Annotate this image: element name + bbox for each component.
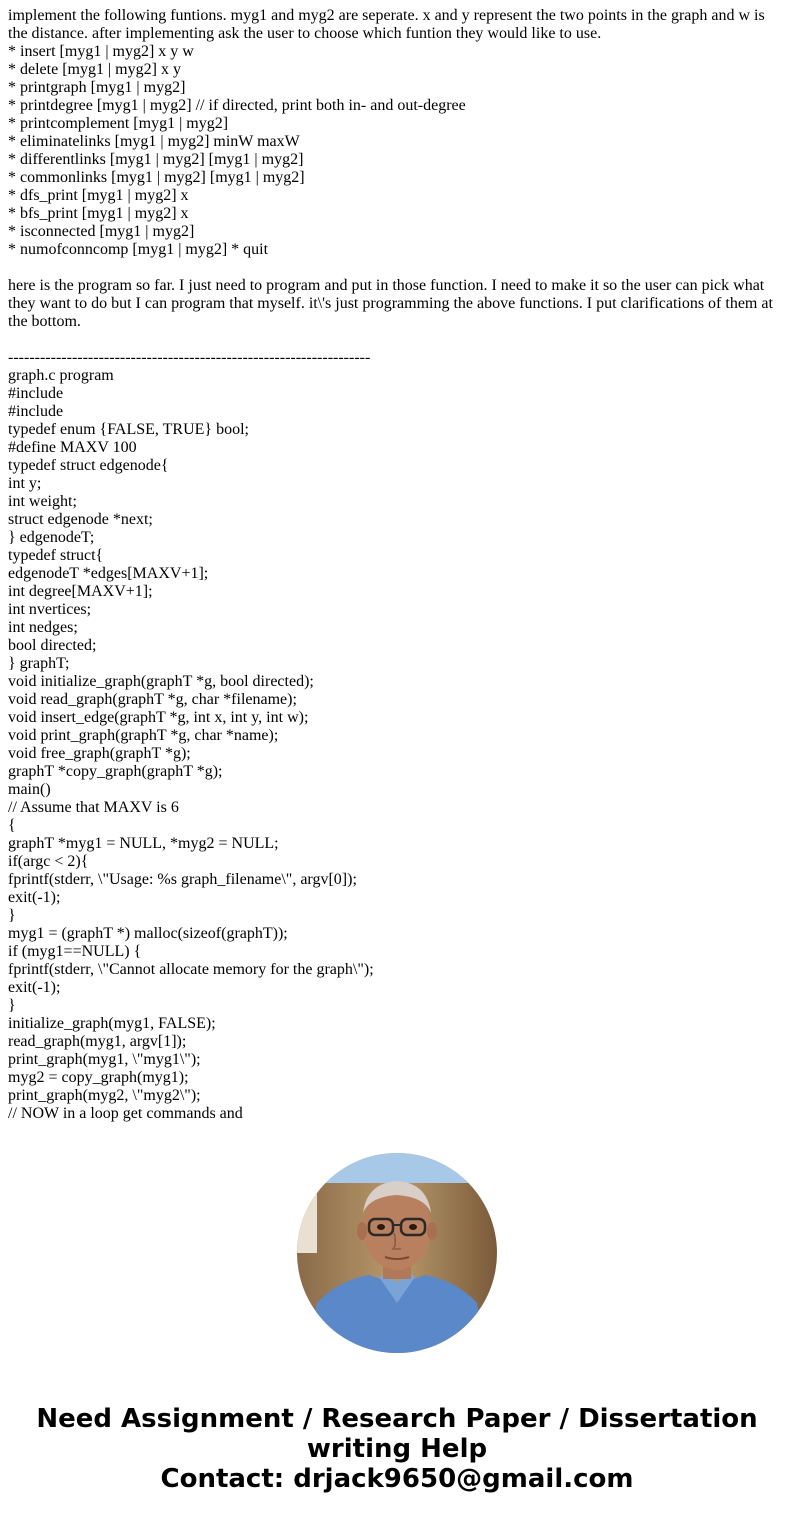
code-line: fprintf(stderr, \"Cannot allocate memory for the graph\");	[8, 961, 374, 978]
code-line: {	[8, 817, 16, 834]
code-line: main()	[8, 781, 51, 798]
function-item: * eliminatelinks [myg1 | myg2] minW maxW	[8, 133, 300, 150]
code-line: int y;	[8, 475, 42, 492]
function-item: * isconnected [myg1 | myg2]	[8, 223, 195, 240]
function-item: * differentlinks [myg1 | myg2] [myg1 | myg2]	[8, 151, 304, 168]
footer-help-text: Need Assignment / Research Paper / Dissertation writing Help	[36, 1404, 758, 1464]
code-line: typedef struct{	[8, 547, 104, 564]
separator-line: --------------------------------------------------------------------	[8, 349, 371, 366]
function-item: * printdegree [myg1 | myg2] // if directed, print both in- and out-degree	[8, 97, 466, 114]
code-line: graphT *myg1 = NULL, *myg2 = NULL;	[8, 835, 279, 852]
code-line: int nvertices;	[8, 601, 92, 618]
code-line: int degree[MAXV+1];	[8, 583, 153, 600]
code-line: }	[8, 907, 16, 924]
code-line: void insert_edge(graphT *g, int x, int y, int w);	[8, 709, 309, 726]
intro-paragraph: implement the following funtions. myg1 and myg2 are seperate. x and y represent the two points in the graph and w is the distance. after implementing ask the user to choose which funtion they would like to use.	[8, 7, 765, 42]
description-paragraph: here is the program so far. I just need to program and put in those function. I need to make it so the user can pick what they want to do but I can program that myself. it\'s just programming the above functions. I put clarifications of them at the bottom.	[8, 277, 773, 330]
function-list	[8, 43, 786, 259]
footer-banner	[0, 1404, 794, 1494]
code-line: edgenodeT *edges[MAXV+1];	[8, 565, 209, 582]
code-line: graphT *copy_graph(graphT *g);	[8, 763, 223, 780]
code-line: print_graph(myg2, \"myg2\");	[8, 1087, 201, 1104]
function-item: * bfs_print [myg1 | myg2] x	[8, 205, 189, 222]
code-line: #include	[8, 385, 64, 402]
footer-contact: Contact: drjack9650@gmail.com	[160, 1464, 634, 1494]
avatar-photo	[297, 1153, 497, 1353]
code-line: if (myg1==NULL) {	[8, 943, 142, 960]
code-line: // NOW in a loop get commands and	[8, 1105, 243, 1122]
function-item: * printcomplement [myg1 | myg2]	[8, 115, 229, 132]
code-line: int nedges;	[8, 619, 78, 636]
code-line: print_graph(myg1, \"myg1\");	[8, 1051, 201, 1068]
blank-line	[8, 259, 786, 277]
code-line: int weight;	[8, 493, 77, 510]
code-line: myg1 = (graphT *) malloc(sizeof(graphT));	[8, 925, 288, 942]
code-line: graph.c program	[8, 367, 114, 384]
code-line: typedef enum {FALSE, TRUE} bool;	[8, 421, 249, 438]
function-item: * commonlinks [myg1 | myg2] [myg1 | myg2]	[8, 169, 305, 186]
code-line: } graphT;	[8, 655, 70, 672]
code-line: void initialize_graph(graphT *g, bool directed);	[8, 673, 314, 690]
function-item: * insert [myg1 | myg2] x y w	[8, 43, 194, 60]
code-line: exit(-1);	[8, 979, 61, 996]
blank-line	[8, 331, 786, 349]
code-line: void read_graph(graphT *g, char *filename);	[8, 691, 297, 708]
function-item: * delete [myg1 | myg2] x y	[8, 61, 181, 78]
function-item: * printgraph [myg1 | myg2]	[8, 79, 186, 96]
code-line: #include	[8, 403, 64, 420]
function-item: * dfs_print [myg1 | myg2] x	[8, 187, 189, 204]
code-line: fprintf(stderr, \"Usage: %s graph_filename\", argv[0]);	[8, 871, 357, 888]
code-line: #define MAXV 100	[8, 439, 137, 456]
code-line: void free_graph(graphT *g);	[8, 745, 191, 762]
code-line: }	[8, 997, 16, 1014]
function-item: * numofconncomp [myg1 | myg2] * quit	[8, 241, 269, 258]
code-line: struct edgenode *next;	[8, 511, 153, 528]
code-line: initialize_graph(myg1, FALSE);	[8, 1015, 216, 1032]
code-line: typedef struct edgenode{	[8, 457, 169, 474]
code-line: exit(-1);	[8, 889, 61, 906]
code-line: read_graph(myg1, argv[1]);	[8, 1033, 187, 1050]
code-line: // Assume that MAXV is 6	[8, 799, 179, 816]
code-line: bool directed;	[8, 637, 97, 654]
code-line: if(argc < 2){	[8, 853, 89, 870]
author-avatar	[297, 1153, 497, 1353]
code-line: myg2 = copy_graph(myg1);	[8, 1069, 189, 1086]
code-line: void print_graph(graphT *g, char *name);	[8, 727, 279, 744]
question-text	[8, 7, 786, 1123]
code-line: } edgenodeT;	[8, 529, 95, 546]
code-block	[8, 367, 786, 1123]
